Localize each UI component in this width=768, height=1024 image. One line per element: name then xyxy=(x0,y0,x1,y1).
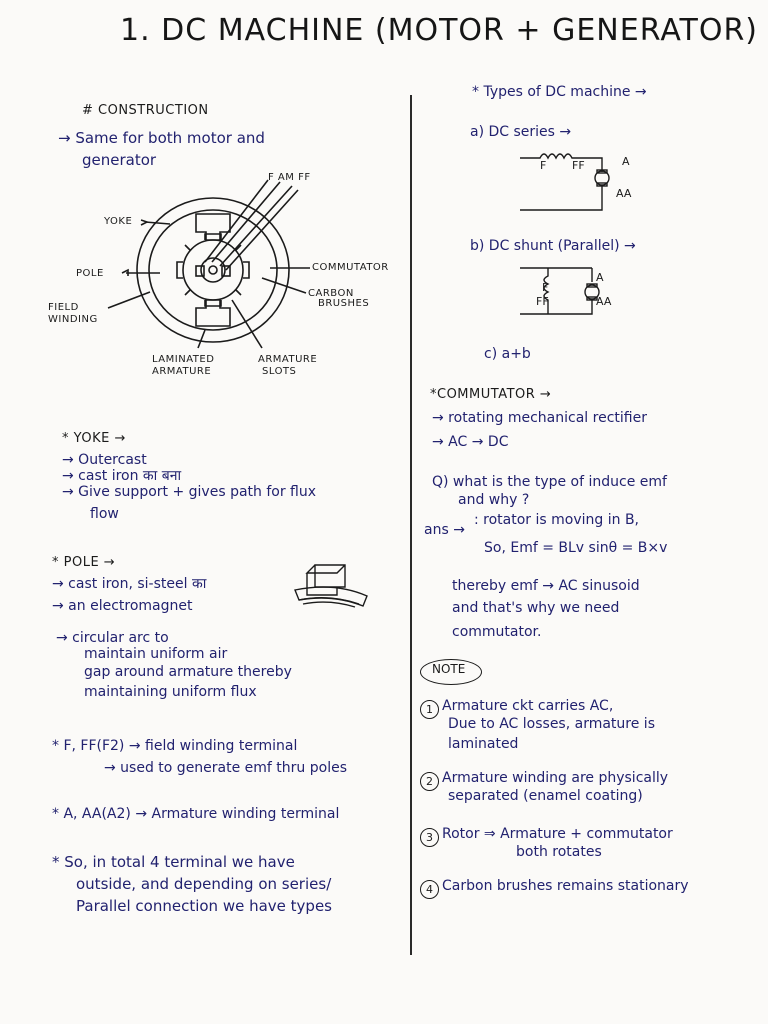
pole-line-6: maintaining uniform flux xyxy=(84,684,257,700)
yoke-line-4: flow xyxy=(90,506,119,522)
construction-heading: # CONSTRUCTION xyxy=(82,103,209,118)
series-FF: FF xyxy=(572,159,585,172)
carbon-brushes-label-2: BRUSHES xyxy=(318,298,370,309)
armature-slots-label-2: SLOTS xyxy=(262,366,297,377)
series-F: F xyxy=(540,159,547,172)
construction-line-2: generator xyxy=(82,151,157,169)
types-heading: * Types of DC machine → xyxy=(472,84,647,100)
field-winding-label-2: WINDING xyxy=(48,314,98,325)
pole-heading: * POLE → xyxy=(52,555,116,570)
commutator-line-1: → rotating mechanical rectifier xyxy=(432,410,647,426)
note-label: NOTE xyxy=(432,662,466,676)
commutator-label: COMMUTATOR xyxy=(312,262,389,273)
terminal-line-3: * A, AA(A2) → Armature winding terminal xyxy=(52,806,340,822)
pole-line-3: → circular arc to xyxy=(56,630,169,646)
note-2-line-1: Armature winding are physically xyxy=(442,770,669,786)
shunt-label: b) DC shunt (Parallel) → xyxy=(470,238,636,254)
shunt-circuit xyxy=(518,262,608,332)
answer-line-5: commutator. xyxy=(452,624,542,640)
carbon-brushes-label-1: CARBON xyxy=(308,288,354,299)
series-label: a) DC series → xyxy=(470,124,572,140)
commutator-line-2: → AC → DC xyxy=(432,434,509,450)
shunt-AA: AA xyxy=(596,295,612,308)
column-divider xyxy=(410,95,412,955)
shunt-A: A xyxy=(596,271,604,284)
yoke-label: YOKE xyxy=(104,216,133,227)
pole-line-4: maintain uniform air xyxy=(84,646,228,662)
note-number-4: 4 xyxy=(420,880,439,899)
question-line-2: and why ? xyxy=(458,492,530,508)
yoke-line-3: → Give support + gives path for flux xyxy=(62,484,317,500)
yoke-line-1: → Outercast xyxy=(62,452,147,468)
yoke-heading: * YOKE → xyxy=(62,431,126,446)
answer-line-1: : rotator is moving in B, xyxy=(474,512,639,528)
yoke-line-2: → cast iron का बना xyxy=(62,468,182,484)
pole-label: POLE xyxy=(76,268,104,279)
terminal-line-2: → used to generate emf thru poles xyxy=(104,760,347,776)
page-title: 1. DC MACHINE (MOTOR + GENERATOR) xyxy=(120,13,759,48)
laminated-armature-label-1: LAMINATED xyxy=(152,354,215,365)
terminal-line-1: * F, FF(F2) → field winding terminal xyxy=(52,738,298,754)
answer-line-3: thereby emf → AC sinusoid xyxy=(452,578,640,594)
question-line-1: Q) what is the type of induce emf xyxy=(432,474,667,490)
compound-label: c) a+b xyxy=(484,346,531,362)
note-1-line-2: Due to AC losses, armature is xyxy=(448,716,655,732)
pole-line-5: gap around armature thereby xyxy=(84,664,292,680)
summary-line-2: outside, and depending on series/ xyxy=(76,875,332,893)
shunt-F: F xyxy=(542,281,549,294)
note-number-1: 1 xyxy=(420,700,439,719)
answer-prefix: ans → xyxy=(424,522,465,538)
note-1-line-1: Armature ckt carries AC, xyxy=(442,698,614,714)
shunt-FF: FF xyxy=(536,295,549,308)
summary-line-3: Parallel connection we have types xyxy=(76,897,332,915)
note-2-line-2: separated (enamel coating) xyxy=(448,788,643,804)
series-A: A xyxy=(622,155,630,168)
note-3-line-1: Rotor ⇒ Armature + commutator xyxy=(442,826,673,842)
armature-slots-label-1: ARMATURE xyxy=(258,354,318,365)
pole-sketch xyxy=(285,560,375,630)
pole-line-2: → an electromagnet xyxy=(52,598,193,614)
terminals-label: F AM FF xyxy=(268,172,311,183)
construction-line-1: → Same for both motor and xyxy=(58,129,265,147)
series-AA: AA xyxy=(616,187,632,200)
note-number-3: 3 xyxy=(420,828,439,847)
commutator-heading: *COMMUTATOR → xyxy=(430,387,552,402)
note-3-line-2: both rotates xyxy=(516,844,602,860)
note-1-line-3: laminated xyxy=(448,736,519,752)
pole-line-1: → cast iron, si-steel का xyxy=(52,576,207,592)
note-4-line-1: Carbon brushes remains stationary xyxy=(442,878,689,894)
answer-line-4: and that's why we need xyxy=(452,600,620,616)
summary-line-1: * So, in total 4 terminal we have xyxy=(52,853,295,871)
answer-line-2: So, Emf = BLv sinθ = B×v xyxy=(484,540,668,556)
laminated-armature-label-2: ARMATURE xyxy=(152,366,212,377)
field-winding-label-1: FIELD xyxy=(48,302,79,313)
note-number-2: 2 xyxy=(420,772,439,791)
